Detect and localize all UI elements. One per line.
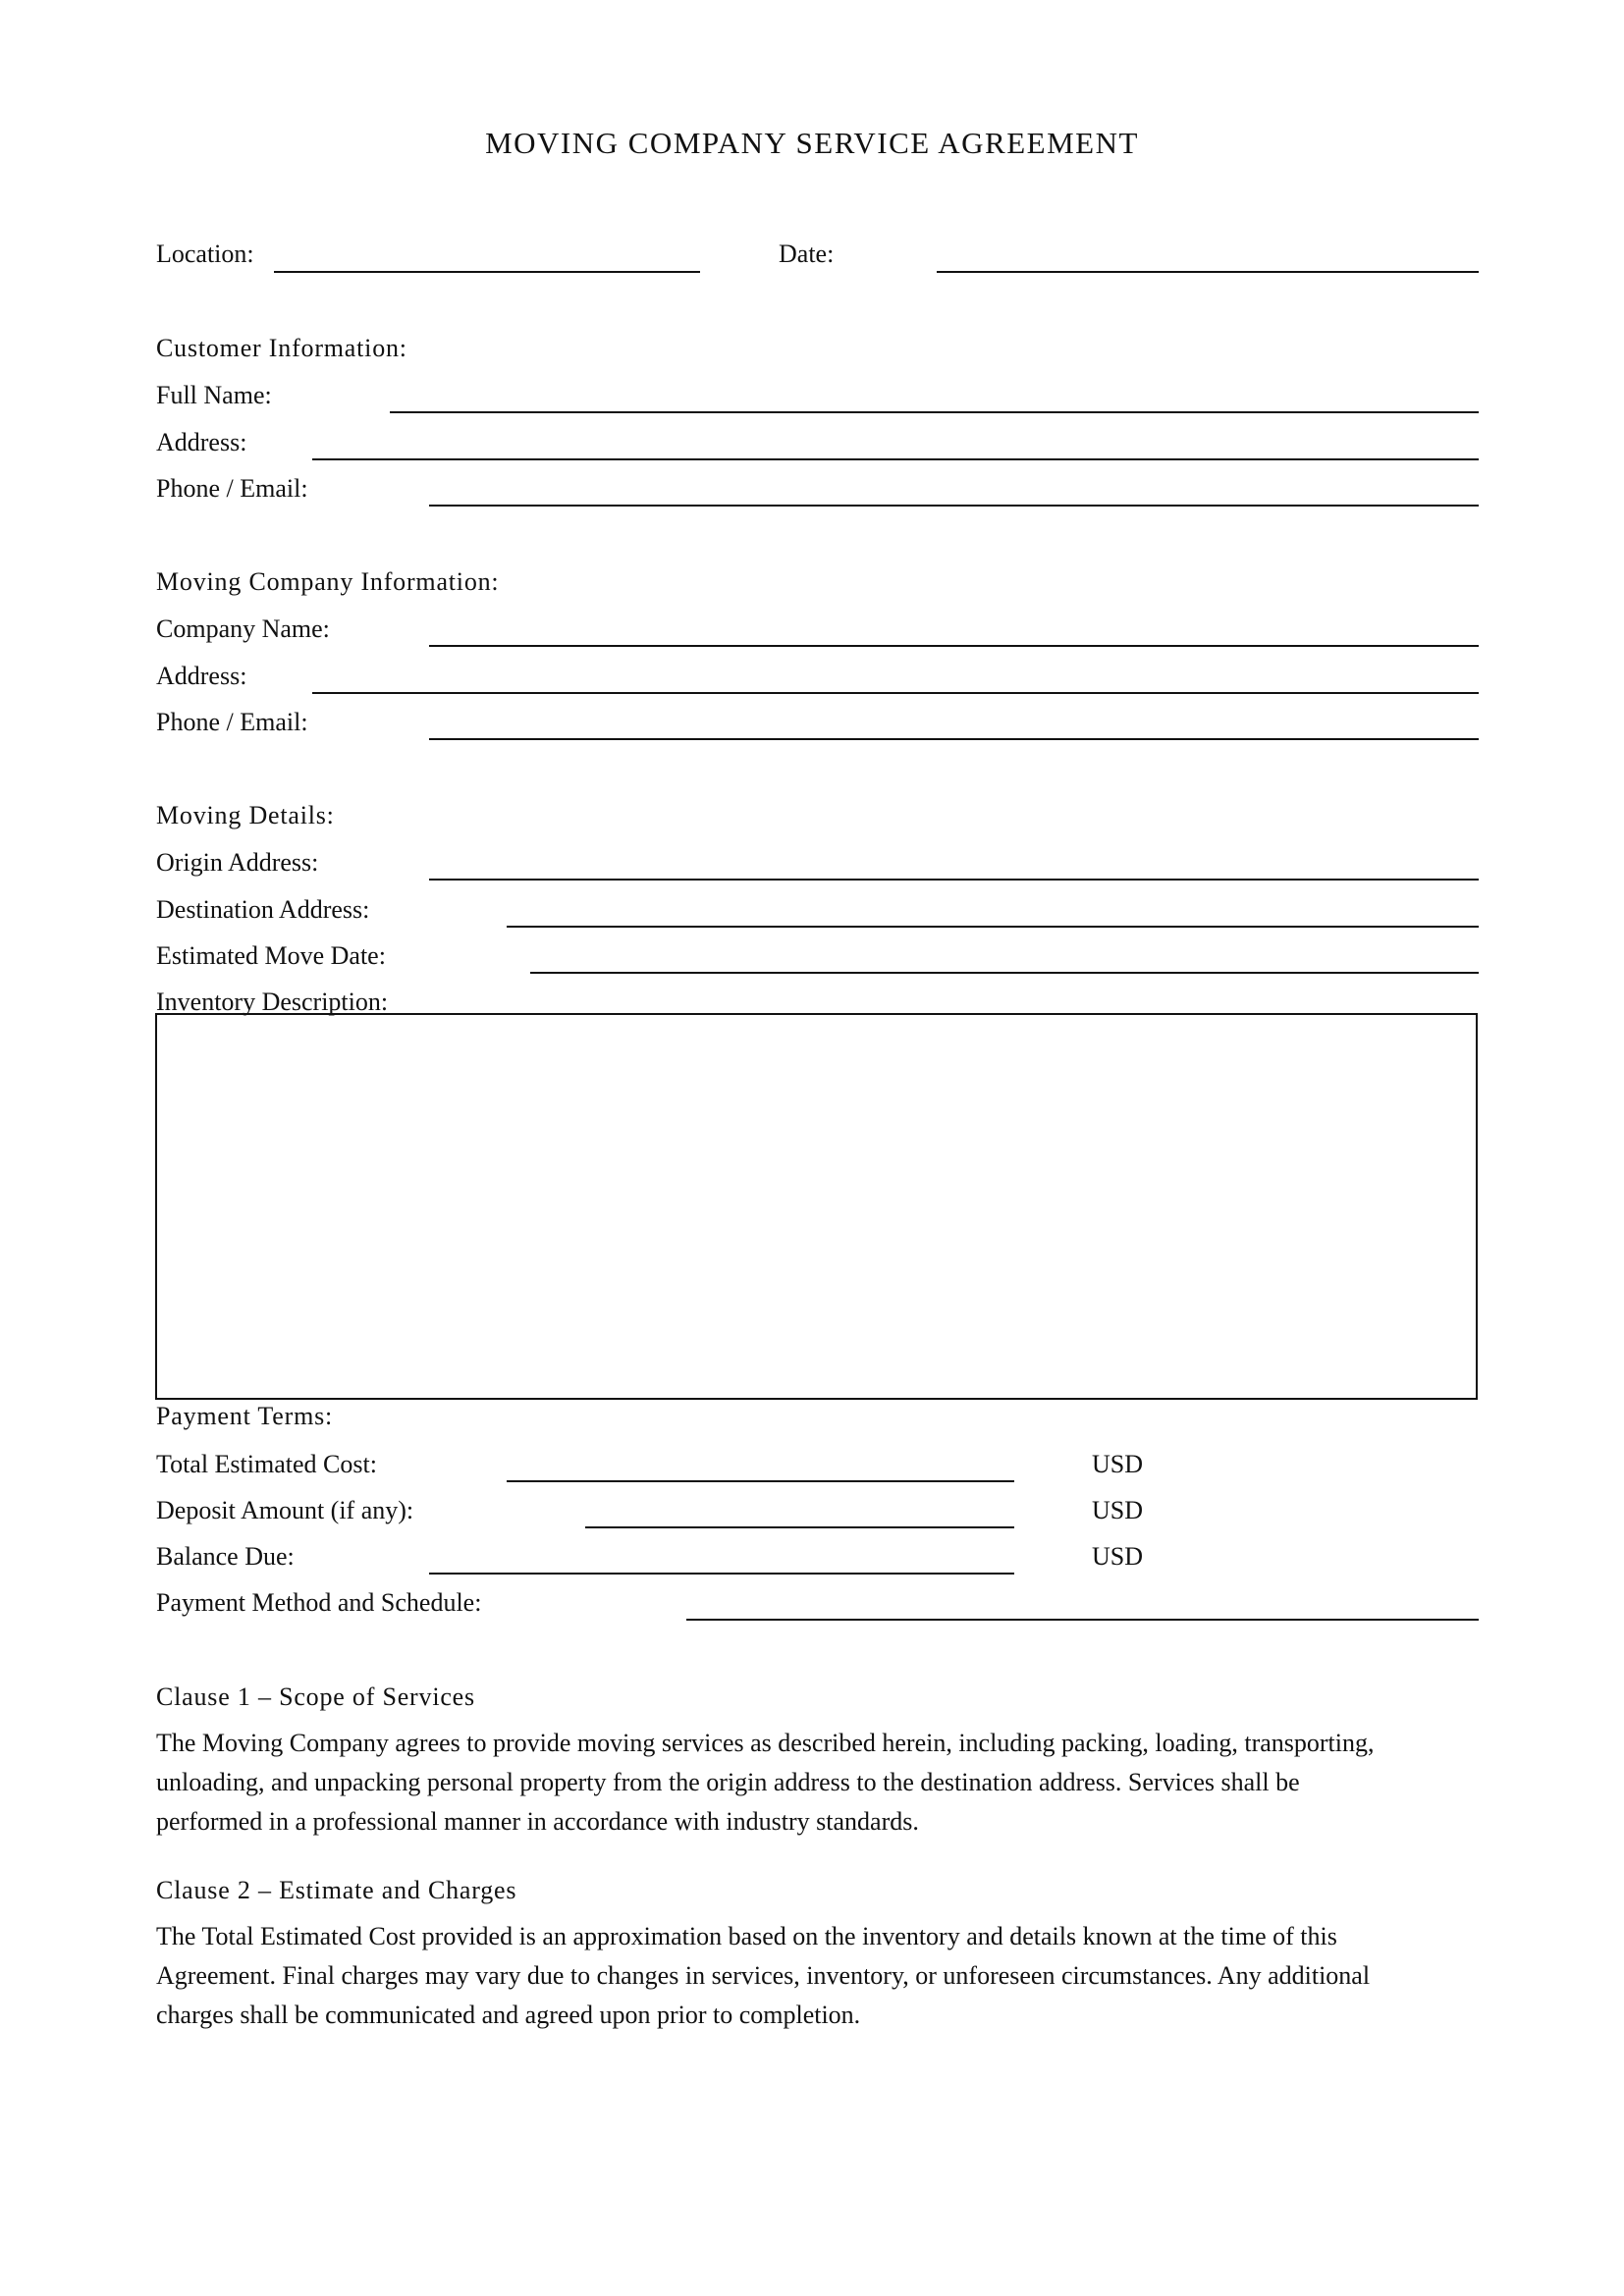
company-phone-email-label: Phone / Email: — [156, 708, 308, 736]
company-address-field[interactable] — [312, 692, 1479, 694]
balance-due-label: Balance Due: — [156, 1542, 295, 1571]
estimated-move-date-field[interactable] — [530, 972, 1479, 974]
customer-phone-email-field[interactable] — [429, 505, 1479, 507]
company-info-heading: Moving Company Information: — [156, 567, 500, 596]
date-field[interactable] — [937, 271, 1479, 273]
customer-info-heading: Customer Information: — [156, 334, 407, 362]
destination-address-field[interactable] — [507, 926, 1479, 928]
clause-2-line: charges shall be communicated and agreed upon prior to completion. — [156, 2001, 861, 2029]
origin-address-label: Origin Address: — [156, 848, 319, 877]
deposit-currency: USD — [1092, 1496, 1144, 1524]
company-name-label: Company Name: — [156, 614, 330, 643]
date-label: Date: — [779, 240, 835, 268]
origin-address-field[interactable] — [429, 879, 1479, 881]
customer-phone-email-label: Phone / Email: — [156, 474, 308, 503]
clause-1-heading: Clause 1 – Scope of Services — [156, 1682, 475, 1711]
destination-address-label: Destination Address: — [156, 895, 370, 924]
clause-2-line: Agreement. Final charges may vary due to changes in services, inventory, or unforeseen circumstances. Any additional — [156, 1961, 1371, 1990]
clause-2-line: The Total Estimated Cost provided is an approximation based on the inventory and details known at the time of this — [156, 1922, 1337, 1950]
moving-details-heading: Moving Details: — [156, 801, 335, 829]
customer-address-field[interactable] — [312, 458, 1479, 460]
inventory-description-box[interactable] — [155, 1013, 1478, 1400]
clause-1-line: unloading, and unpacking personal property from the origin address to the destination address. Services shall be — [156, 1768, 1300, 1796]
location-field[interactable] — [274, 271, 700, 273]
document-title: MOVING COMPANY SERVICE AGREEMENT — [485, 126, 1139, 160]
customer-full-name-label: Full Name: — [156, 381, 272, 409]
clause-2-heading: Clause 2 – Estimate and Charges — [156, 1876, 517, 1904]
total-estimated-cost-label: Total Estimated Cost: — [156, 1450, 377, 1478]
company-name-field[interactable] — [429, 645, 1479, 647]
payment-method-label: Payment Method and Schedule: — [156, 1588, 482, 1617]
clause-1-line: performed in a professional manner in accordance with industry standards. — [156, 1807, 919, 1836]
total-estimated-cost-field[interactable] — [507, 1480, 1014, 1482]
inventory-description-label: Inventory Description: — [156, 988, 389, 1016]
payment-method-field[interactable] — [686, 1619, 1479, 1621]
company-phone-email-field[interactable] — [429, 738, 1479, 740]
estimated-move-date-label: Estimated Move Date: — [156, 941, 386, 970]
clause-2-body — [156, 1917, 1491, 2035]
deposit-amount-label: Deposit Amount (if any): — [156, 1496, 414, 1524]
clause-1-line: The Moving Company agrees to provide moving services as described herein, including packing, loading, transporting, — [156, 1729, 1375, 1757]
deposit-amount-field[interactable] — [585, 1526, 1014, 1528]
location-label: Location: — [156, 240, 254, 268]
clause-1-body — [156, 1724, 1491, 1842]
customer-address-label: Address: — [156, 428, 247, 456]
payment-terms-heading: Payment Terms: — [156, 1402, 334, 1430]
balance-due-field[interactable] — [429, 1573, 1014, 1575]
balance-currency: USD — [1092, 1542, 1144, 1571]
customer-full-name-field[interactable] — [390, 411, 1479, 413]
total-cost-currency: USD — [1092, 1450, 1144, 1478]
company-address-label: Address: — [156, 662, 247, 690]
